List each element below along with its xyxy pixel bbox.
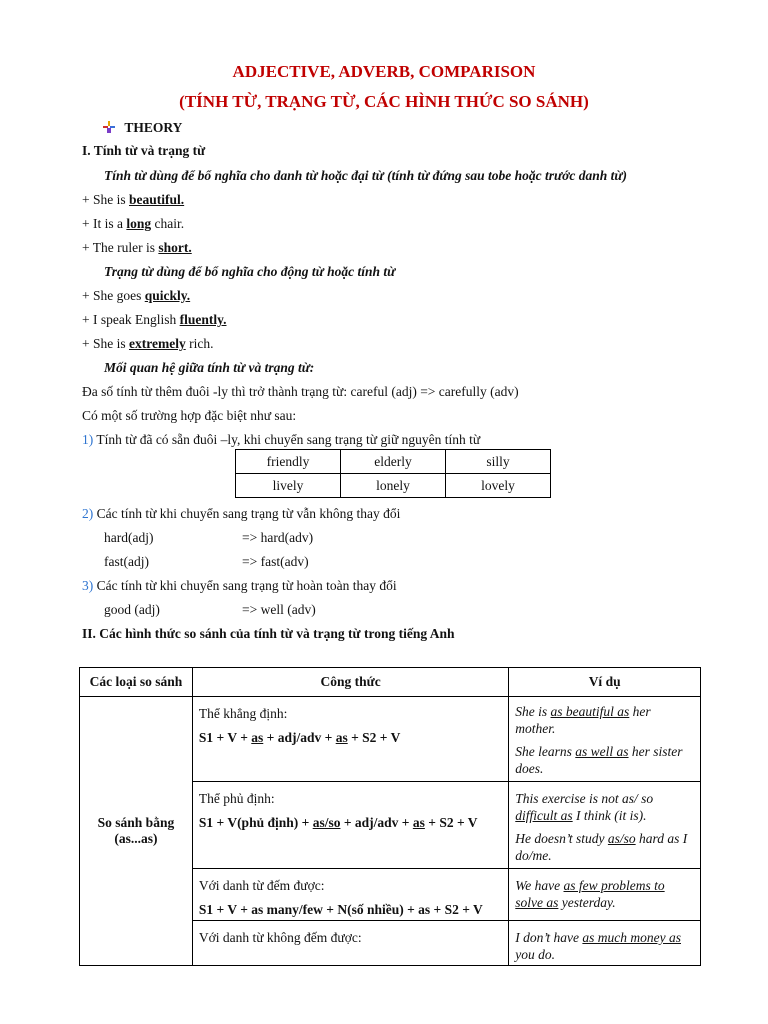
case2-adj-2: fast(adj): [104, 554, 149, 569]
case2-adv-2: => fast(adv): [242, 554, 309, 569]
example-text: We have as few problems to solve as yesterday.: [515, 878, 665, 910]
example-text: She is as beautiful as her mother.: [515, 704, 651, 736]
table-cell: silly: [446, 450, 551, 474]
table-cell: elderly: [341, 450, 446, 474]
example-text: I don’t have as much money as you do.: [515, 930, 681, 962]
case2-adj-1: hard(adj): [104, 530, 154, 545]
table-cell: lively: [236, 474, 341, 498]
relation-heading: Mối quan hệ giữa tính từ và trạng từ:: [104, 360, 315, 375]
adj-example-2: + It is a long chair.: [82, 216, 185, 231]
table-row: [236, 450, 551, 474]
adv-example-1: + She goes quickly.: [82, 288, 191, 303]
table-cell: friendly: [236, 450, 341, 474]
adj-example-3: + The ruler is short.: [82, 240, 192, 255]
case2-adv-1: => hard(adv): [242, 530, 314, 545]
table-row: [236, 474, 551, 498]
formula-cell: [192, 921, 508, 966]
ly-adjectives-table: [235, 449, 551, 498]
table-cell: lonely: [341, 474, 446, 498]
group-sublabel: (as...as): [114, 831, 158, 846]
formula-label: Với danh từ đếm được:: [198, 878, 325, 893]
formula-label: Thể khẳng định:: [198, 706, 288, 721]
comparison-table: [79, 667, 701, 966]
table-row: [80, 697, 701, 782]
case3-adv-1: => well (adv): [242, 602, 316, 617]
relation-text: Đa số tính từ thêm đuôi -ly thì trở thành trạng từ: careful (adj) => carefully (adv): [82, 384, 519, 399]
case-1: 1) Tính từ đã có sẵn đuôi –ly, khi chuyển sang trạng từ giữ nguyên tính từ: [82, 432, 481, 447]
example-cell: [509, 697, 701, 782]
example-text: This exercise is not as/ so difficult as I think (it is).: [515, 791, 654, 823]
example-cell: [509, 782, 701, 869]
formula-cell: [192, 697, 508, 782]
document-title: ADJECTIVE, ADVERB, COMPARISON: [232, 62, 536, 81]
special-cases-intro: Có một số trường hợp đặc biệt như sau:: [82, 408, 297, 423]
section2-heading: II. Các hình thức so sánh của tính từ và trạng từ trong tiếng Anh: [82, 626, 455, 641]
case-3: 3) Các tính từ khi chuyển sang trạng từ hoàn toàn thay đổi: [82, 578, 397, 593]
group-label: So sánh bằng: [97, 815, 175, 830]
formula: S1 + V + as + adj/adv + as + S2 + V: [198, 730, 401, 745]
formula-cell: [192, 782, 508, 869]
table-cell: lovely: [446, 474, 551, 498]
header-cell: Công thức: [192, 668, 508, 697]
adj-example-1: + She is beautiful.: [82, 192, 185, 207]
adv-example-2: + I speak English fluently.: [82, 312, 227, 327]
example-text: He doesn’t study as/so hard as I do/me.: [515, 831, 688, 863]
case-2: 2) Các tính từ khi chuyển sang trạng từ vẫn không thay đổi: [82, 506, 401, 521]
example-text: She learns as well as her sister does.: [515, 744, 683, 776]
formula: S1 + V + as many/few + N(số nhiều) + as + S2 + V: [198, 902, 483, 917]
formula-label: Với danh từ không đếm được:: [198, 930, 362, 945]
example-cell: [509, 921, 701, 966]
bullet-arrow-icon: [103, 121, 115, 133]
formula: S1 + V(phủ định) + as/so + adj/adv + as + S2 + V: [198, 815, 478, 830]
header-cell: Ví dụ: [509, 668, 701, 697]
adv-example-3: + She is extremely rich.: [82, 336, 214, 351]
formula-label: Thể phủ định:: [198, 791, 275, 806]
header-cell: Các loại so sánh: [80, 668, 193, 697]
example-cell: [509, 869, 701, 921]
table-header-row: [80, 668, 701, 697]
group-label-cell: [80, 697, 193, 966]
adverb-definition: Trạng từ dùng để bổ nghĩa cho động từ hoặc tính từ: [104, 264, 396, 279]
theory-heading: [103, 120, 182, 136]
document-subtitle: (TÍNH TỪ, TRẠNG TỪ, CÁC HÌNH THỨC SO SÁNH): [179, 92, 589, 111]
theory-label: THEORY: [124, 120, 183, 135]
formula-cell: [192, 869, 508, 921]
section1-heading: I. Tính từ và trạng từ: [82, 143, 206, 158]
case3-adj-1: good (adj): [104, 602, 160, 617]
adjective-definition: Tính từ dùng để bổ nghĩa cho danh từ hoặc đại từ (tính từ đứng sau tobe hoặc trước danh từ): [104, 168, 627, 183]
